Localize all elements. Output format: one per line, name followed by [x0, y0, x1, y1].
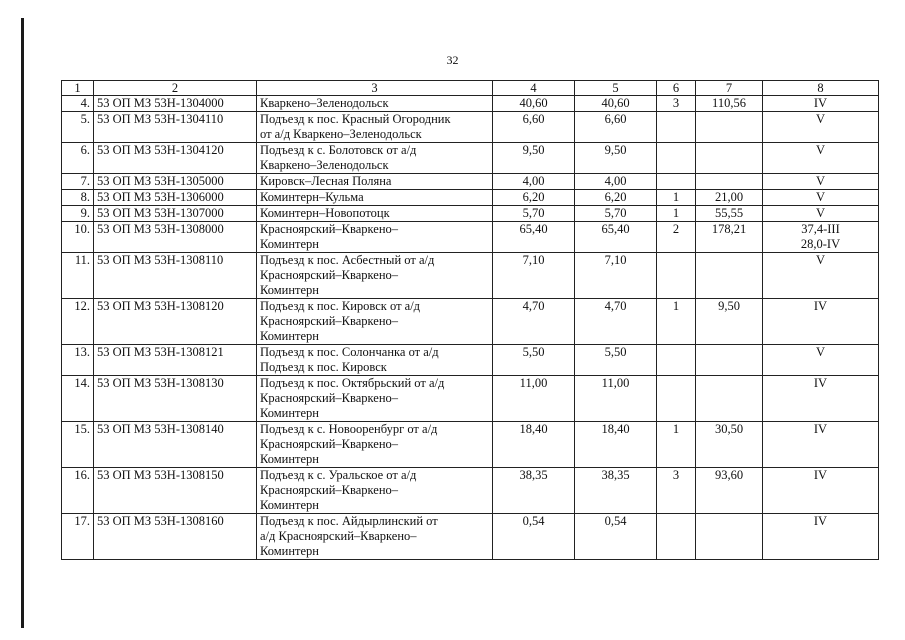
road-id-code: 53 ОП МЗ 53Н-1308120	[94, 299, 257, 345]
row-number: 7.	[62, 174, 94, 190]
road-name: Коминтерн–Кульма	[257, 190, 493, 206]
table-row	[62, 206, 879, 222]
row-number: 16.	[62, 468, 94, 514]
road-category: V	[763, 253, 879, 299]
road-name: Подъезд к пос. Кировск от а/д Красноярский–Кваркено– Коминтерн	[257, 299, 493, 345]
column-header: 5	[575, 81, 657, 96]
measure-value: 55,55	[696, 206, 763, 222]
column-header: 1	[62, 81, 94, 96]
length-value: 5,70	[493, 206, 575, 222]
road-id-code: 53 ОП МЗ 53Н-1308000	[94, 222, 257, 253]
road-register-table	[61, 80, 879, 560]
table-row	[62, 468, 879, 514]
page-number: 32	[446, 53, 459, 67]
road-category: V	[763, 174, 879, 190]
measure-value	[696, 174, 763, 190]
table-row	[62, 514, 879, 560]
length-value: 65,40	[493, 222, 575, 253]
row-number: 6.	[62, 143, 94, 174]
road-name: Кировск–Лесная Поляна	[257, 174, 493, 190]
measure-value	[696, 253, 763, 299]
length-value-2: 0,54	[575, 514, 657, 560]
road-name: Подъезд к пос. Солончанка от а/д Подъезд к пос. Кировск	[257, 345, 493, 376]
length-value-2: 6,60	[575, 112, 657, 143]
count-value	[657, 376, 696, 422]
road-name: Подъезд к с. Болотовск от а/д Кваркено–Зеленодольск	[257, 143, 493, 174]
row-number: 5.	[62, 112, 94, 143]
road-name: Коминтерн–Новопотоцк	[257, 206, 493, 222]
table-row	[62, 112, 879, 143]
road-name: Кваркено–Зеленодольск	[257, 96, 493, 112]
length-value: 18,40	[493, 422, 575, 468]
table-row	[62, 222, 879, 253]
count-value: 3	[657, 96, 696, 112]
count-value: 1	[657, 299, 696, 345]
row-number: 9.	[62, 206, 94, 222]
header-row	[62, 81, 879, 96]
measure-value: 30,50	[696, 422, 763, 468]
table-row	[62, 96, 879, 112]
road-id-code: 53 ОП МЗ 53Н-1307000	[94, 206, 257, 222]
row-number: 14.	[62, 376, 94, 422]
road-id-code: 53 ОП МЗ 53Н-1308110	[94, 253, 257, 299]
measure-value	[696, 376, 763, 422]
road-id-code: 53 ОП МЗ 53Н-1308150	[94, 468, 257, 514]
road-id-code: 53 ОП МЗ 53Н-1308140	[94, 422, 257, 468]
road-category: V	[763, 206, 879, 222]
road-category: V	[763, 190, 879, 206]
length-value-2: 4,00	[575, 174, 657, 190]
table-row	[62, 376, 879, 422]
road-category: IV	[763, 299, 879, 345]
row-number: 8.	[62, 190, 94, 206]
road-category: IV	[763, 514, 879, 560]
column-header: 3	[257, 81, 493, 96]
count-value	[657, 345, 696, 376]
road-name: Подъезд к пос. Октябрьский от а/д Красноярский–Кваркено– Коминтерн	[257, 376, 493, 422]
measure-value: 9,50	[696, 299, 763, 345]
column-header: 4	[493, 81, 575, 96]
measure-value	[696, 514, 763, 560]
count-value: 2	[657, 222, 696, 253]
length-value-2: 7,10	[575, 253, 657, 299]
count-value	[657, 514, 696, 560]
count-value	[657, 253, 696, 299]
table-row	[62, 299, 879, 345]
count-value: 3	[657, 468, 696, 514]
length-value: 6,20	[493, 190, 575, 206]
table-row	[62, 190, 879, 206]
measure-value: 110,56	[696, 96, 763, 112]
table-row	[62, 174, 879, 190]
count-value: 1	[657, 190, 696, 206]
count-value	[657, 143, 696, 174]
road-name: Подъезд к с. Новооренбург от а/д Красноярский–Кваркено– Коминтерн	[257, 422, 493, 468]
length-value-2: 5,70	[575, 206, 657, 222]
table-row	[62, 345, 879, 376]
count-value: 1	[657, 422, 696, 468]
length-value-2: 4,70	[575, 299, 657, 345]
length-value-2: 9,50	[575, 143, 657, 174]
measure-value: 178,21	[696, 222, 763, 253]
length-value-2: 11,00	[575, 376, 657, 422]
road-id-code: 53 ОП МЗ 53Н-1308121	[94, 345, 257, 376]
length-value: 40,60	[493, 96, 575, 112]
road-category: IV	[763, 468, 879, 514]
road-name: Подъезд к с. Уральское от а/д Красноярский–Кваркено– Коминтерн	[257, 468, 493, 514]
road-name: Подъезд к пос. Красный Огородник от а/д Кваркено–Зеленодольск	[257, 112, 493, 143]
length-value-2: 18,40	[575, 422, 657, 468]
column-header: 8	[763, 81, 879, 96]
road-category: V	[763, 143, 879, 174]
length-value-2: 65,40	[575, 222, 657, 253]
length-value: 11,00	[493, 376, 575, 422]
count-value	[657, 112, 696, 143]
row-number: 17.	[62, 514, 94, 560]
row-number: 12.	[62, 299, 94, 345]
column-header: 2	[94, 81, 257, 96]
length-value: 5,50	[493, 345, 575, 376]
length-value: 4,70	[493, 299, 575, 345]
road-name: Красноярский–Кваркено– Коминтерн	[257, 222, 493, 253]
road-category: 37,4-III 28,0-IV	[763, 222, 879, 253]
length-value: 38,35	[493, 468, 575, 514]
row-number: 15.	[62, 422, 94, 468]
road-id-code: 53 ОП МЗ 53Н-1308130	[94, 376, 257, 422]
road-id-code: 53 ОП МЗ 53Н-1306000	[94, 190, 257, 206]
length-value: 7,10	[493, 253, 575, 299]
count-value	[657, 174, 696, 190]
road-id-code: 53 ОП МЗ 53Н-1304120	[94, 143, 257, 174]
left-margin-rule	[21, 18, 24, 628]
road-category: IV	[763, 96, 879, 112]
road-category: IV	[763, 422, 879, 468]
count-value: 1	[657, 206, 696, 222]
row-number: 13.	[62, 345, 94, 376]
road-id-code: 53 ОП МЗ 53Н-1304110	[94, 112, 257, 143]
road-id-code: 53 ОП МЗ 53Н-1305000	[94, 174, 257, 190]
measure-value: 93,60	[696, 468, 763, 514]
length-value-2: 6,20	[575, 190, 657, 206]
row-number: 10.	[62, 222, 94, 253]
road-id-code: 53 ОП МЗ 53Н-1308160	[94, 514, 257, 560]
length-value-2: 40,60	[575, 96, 657, 112]
column-header: 7	[696, 81, 763, 96]
road-id-code: 53 ОП МЗ 53Н-1304000	[94, 96, 257, 112]
row-number: 4.	[62, 96, 94, 112]
length-value-2: 5,50	[575, 345, 657, 376]
measure-value	[696, 345, 763, 376]
row-number: 11.	[62, 253, 94, 299]
road-category: IV	[763, 376, 879, 422]
road-category: V	[763, 345, 879, 376]
length-value-2: 38,35	[575, 468, 657, 514]
measure-value: 21,00	[696, 190, 763, 206]
table-row	[62, 253, 879, 299]
table-row	[62, 143, 879, 174]
length-value: 6,60	[493, 112, 575, 143]
road-category: V	[763, 112, 879, 143]
measure-value	[696, 112, 763, 143]
table-row	[62, 422, 879, 468]
road-name: Подъезд к пос. Асбестный от а/д Красноярский–Кваркено– Коминтерн	[257, 253, 493, 299]
road-name: Подъезд к пос. Айдырлинский от а/д Красноярский–Кваркено– Коминтерн	[257, 514, 493, 560]
length-value: 9,50	[493, 143, 575, 174]
length-value: 0,54	[493, 514, 575, 560]
length-value: 4,00	[493, 174, 575, 190]
measure-value	[696, 143, 763, 174]
column-header: 6	[657, 81, 696, 96]
